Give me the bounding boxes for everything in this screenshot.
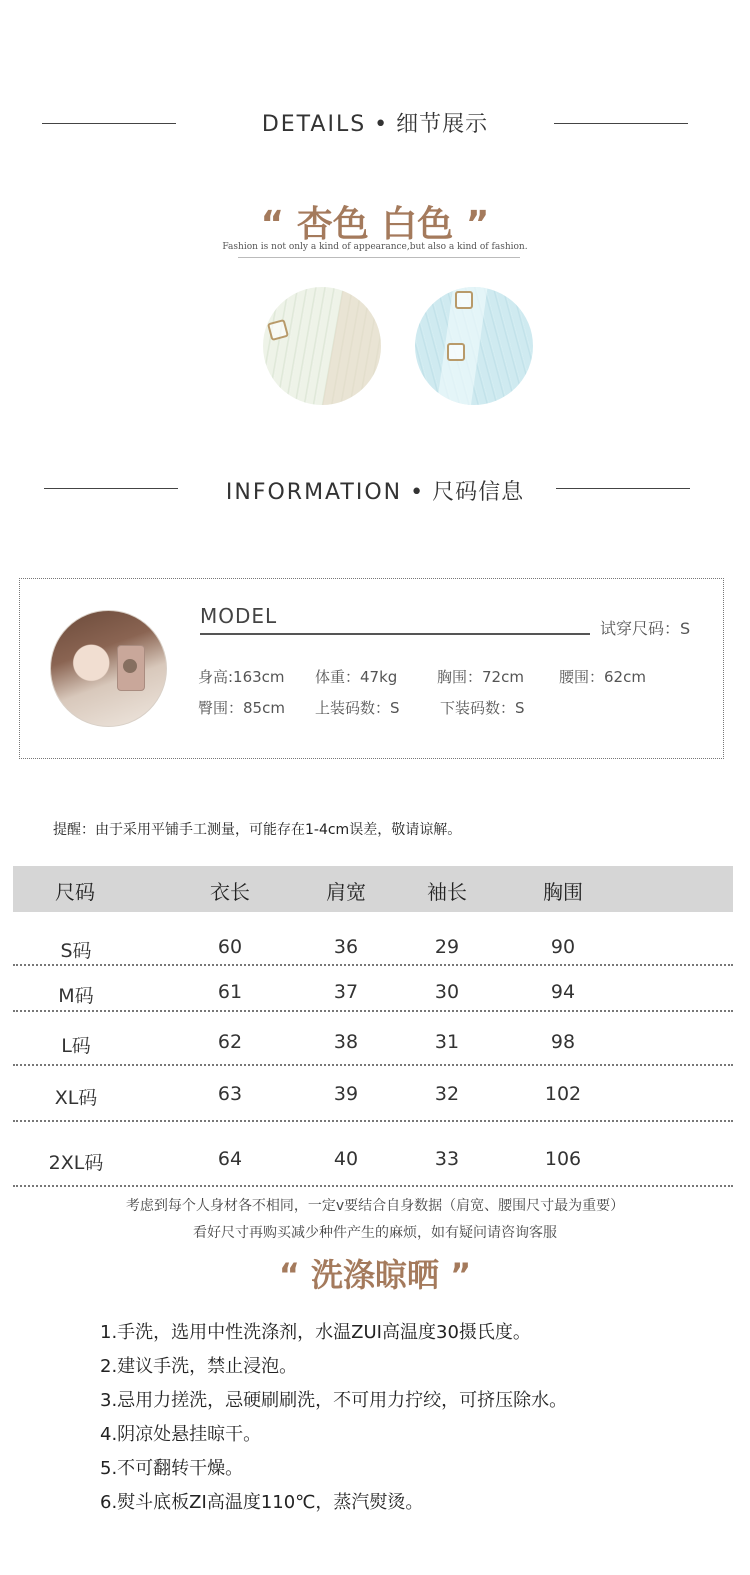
information-heading	[0, 475, 750, 506]
fit-advice-line-1: 考虑到每个人身材各不相同，一定v要结合自身数据（肩宽、腰围尺寸最为重要）	[125, 1198, 625, 1214]
table-cell: 106	[544, 1148, 582, 1170]
table-cell: S码	[60, 940, 92, 962]
care-instruction: 5.不可翻转干燥。	[100, 1458, 244, 1479]
white-button-detail-1	[455, 291, 473, 309]
white-swatch	[415, 287, 533, 405]
information-heading-dot: •	[410, 480, 425, 505]
table-cell: 32	[434, 1083, 460, 1105]
model-top-size: 上装码数：S	[315, 699, 400, 717]
table-cell: 98	[550, 1031, 576, 1053]
table-cell: 64	[217, 1148, 243, 1170]
white-button-detail-2	[447, 343, 465, 361]
model-waist: 腰围：62cm	[559, 668, 646, 686]
model-bust: 胸围：72cm	[437, 668, 524, 686]
details-heading	[0, 107, 750, 138]
table-cell: 31	[434, 1031, 460, 1053]
model-avatar	[50, 610, 167, 727]
table-cell: 62	[217, 1031, 243, 1053]
trial-size: 试穿尺码：S	[600, 619, 691, 638]
table-cell: 39	[333, 1083, 359, 1105]
header-shoulder: 肩宽	[326, 880, 366, 904]
header-length: 衣长	[210, 880, 250, 904]
model-bottom-size: 下装码数：S	[440, 699, 525, 717]
row-divider	[13, 964, 733, 966]
table-cell: 30	[434, 981, 460, 1003]
table-cell: L码	[61, 1035, 91, 1057]
apricot-swatch	[263, 287, 381, 405]
care-instruction: 3.忌用力搓洗，忌硬刷刷洗，不可用力拧绞，可挤压除水。	[100, 1390, 568, 1411]
table-cell: 61	[217, 981, 243, 1003]
tagline-underline	[238, 257, 520, 258]
care-instruction: 1.手洗，选用中性洗涤剂，水温ZUI高温度30摄氏度。	[100, 1322, 531, 1343]
table-cell: 33	[434, 1148, 460, 1170]
table-cell: 60	[217, 936, 243, 958]
fit-advice-line-2: 看好尺寸再购买减少种件产生的麻烦，如有疑问请咨询客服	[193, 1225, 557, 1241]
model-label-rule	[200, 633, 590, 635]
row-divider	[13, 1120, 733, 1122]
care-instruction: 4.阴凉处悬挂晾干。	[100, 1424, 262, 1445]
table-cell: 36	[333, 936, 359, 958]
row-divider	[13, 1064, 733, 1066]
table-cell: M码	[58, 985, 94, 1007]
details-heading-en: DETAILS	[261, 112, 367, 137]
details-heading-cn: 细节展示	[396, 112, 489, 137]
color-options-title: “ 杏色 白色 ”	[260, 204, 490, 245]
row-divider	[13, 1010, 733, 1012]
information-heading-cn: 尺码信息	[432, 480, 525, 505]
table-cell: 102	[544, 1083, 582, 1105]
care-instruction: 6.熨斗底板ZI高温度110℃，蒸汽熨烫。	[100, 1492, 424, 1513]
apricot-swatch-sheen	[321, 287, 381, 405]
table-cell: XL码	[54, 1087, 98, 1109]
header-size: 尺码	[55, 880, 95, 904]
table-cell: 37	[333, 981, 359, 1003]
header-sleeve: 袖长	[427, 880, 467, 904]
measurement-notice: 提醒：由于采用平铺手工测量，可能存在1-4cm误差，敬请谅解。	[53, 822, 462, 838]
model-hip: 臀围：85cm	[198, 699, 285, 717]
table-cell: 40	[333, 1148, 359, 1170]
washing-title: “ 洗涤晾晒 ”	[278, 1256, 472, 1294]
model-label: MODEL	[200, 604, 278, 628]
table-cell: 38	[333, 1031, 359, 1053]
avatar-phone-case-print	[123, 659, 137, 673]
details-heading-dot: •	[374, 112, 389, 137]
information-heading-en: INFORMATION	[225, 480, 403, 505]
table-cell: 63	[217, 1083, 243, 1105]
table-cell: 94	[550, 981, 576, 1003]
model-weight: 体重：47kg	[315, 668, 398, 686]
table-cell: 2XL码	[48, 1152, 104, 1174]
row-divider	[13, 1185, 733, 1187]
care-instruction: 2.建议手洗，禁止浸泡。	[100, 1356, 298, 1377]
fashion-tagline: Fashion is not only a kind of appearance,but also a kind of fashion.	[222, 242, 528, 252]
header-bust: 胸围	[543, 880, 583, 904]
table-cell: 29	[434, 936, 460, 958]
apricot-button-detail	[267, 319, 289, 341]
model-height: 身高:163cm	[198, 668, 285, 686]
table-cell: 90	[550, 936, 576, 958]
